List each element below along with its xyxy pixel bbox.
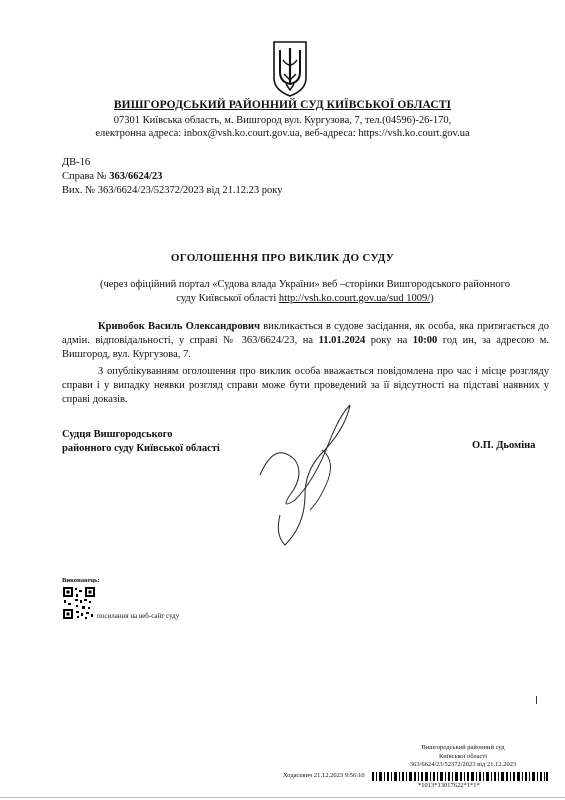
position-line-1: Судця Вишгородського: [62, 429, 173, 440]
court-portal-link[interactable]: http://vsh.ko.court.gov.ua/sud 1009/: [278, 293, 431, 304]
court-contacts: електронна адреса: inbox@vsh.ko.court.gov.ua, веб-адреса: https://vsh.ko.court.gov.ua: [95, 128, 470, 139]
registration-stamp: [378, 744, 548, 770]
coat-of-arms-emblem: [272, 40, 308, 98]
outgoing-number: Вих. № 363/6624/23/52372/2023 від 21.12.23 року: [62, 185, 283, 196]
subtitle-close: ): [430, 293, 434, 304]
qr-caption: посилання на веб-сайт суду: [97, 612, 180, 620]
court-name: ВИШГОРОДСЬКИЙ РАЙОННИЙ СУД КИЇВСЬКОЇ ОБЛАСТІ: [113, 99, 452, 111]
court-address: 07301 Київська область, м. Вишгород вул. Кургузова, 7, тел.(04596)-26-170,: [113, 115, 452, 126]
case-line: [62, 171, 162, 182]
case-number: 363/6624/23: [109, 171, 163, 182]
stamp-reference: 363/6624/23/52372/2023 від 21.12.2023: [409, 761, 517, 769]
stamp-court: Вишгородський районний суд: [421, 744, 505, 751]
case-label: Справа №: [62, 171, 110, 182]
page-mark: [536, 696, 537, 704]
position-line-2: районного суду Київської області: [62, 443, 220, 454]
qr-code-icon[interactable]: [62, 586, 96, 620]
signatory-name: О.П. Дьоміна: [472, 440, 536, 451]
consequences-paragraph: З опублікуванням оголошення про виклик особа вважається повідомлена про час і місце розгляду справи і у випадку неявки розгляд справи може бути проведений за її відсутності на підставі наявних у справі доказів.: [62, 366, 549, 405]
hearing-time: 10:00: [412, 334, 438, 346]
executor-label: Виконавець:: [62, 577, 100, 584]
barcode-code: *1013*13017622*1*1*: [418, 782, 480, 789]
page-bottom-edge: [0, 797, 565, 798]
hearing-date: 11.01.2024: [318, 334, 366, 346]
barcode-icon: [372, 772, 548, 781]
notice-subtitle: [90, 278, 520, 306]
notice-title: ОГОЛОШЕННЯ ПРО ВИКЛИК ДО СУДУ: [170, 252, 395, 264]
summoned-person: Кривобок Василь Олександрович: [98, 321, 261, 332]
summons-paragraph: [62, 320, 549, 361]
summons-text-b: року на: [365, 334, 413, 346]
subtitle-text: (через офіційний портал «Судова влада України» веб –сторінки Вишгородського районного суду Київської області: [100, 279, 510, 304]
signatory-position: [62, 428, 220, 456]
stamp-clerk-datetime: Ходасевич 21.12.2023 9:56:10: [283, 772, 365, 779]
summons-text-a: викликається в судове засідання, як особа, яка притягається до адмін. відповідальності, у справі № 363/6624/23, на: [62, 321, 550, 346]
handwritten-signature: [250, 400, 380, 550]
form-code: ДВ-16: [62, 157, 91, 168]
stamp-region: Київської області: [438, 752, 488, 760]
summons-text-c: год ин, за адресою м. Вишгород, вул. Кургузова, 7.: [62, 334, 550, 360]
